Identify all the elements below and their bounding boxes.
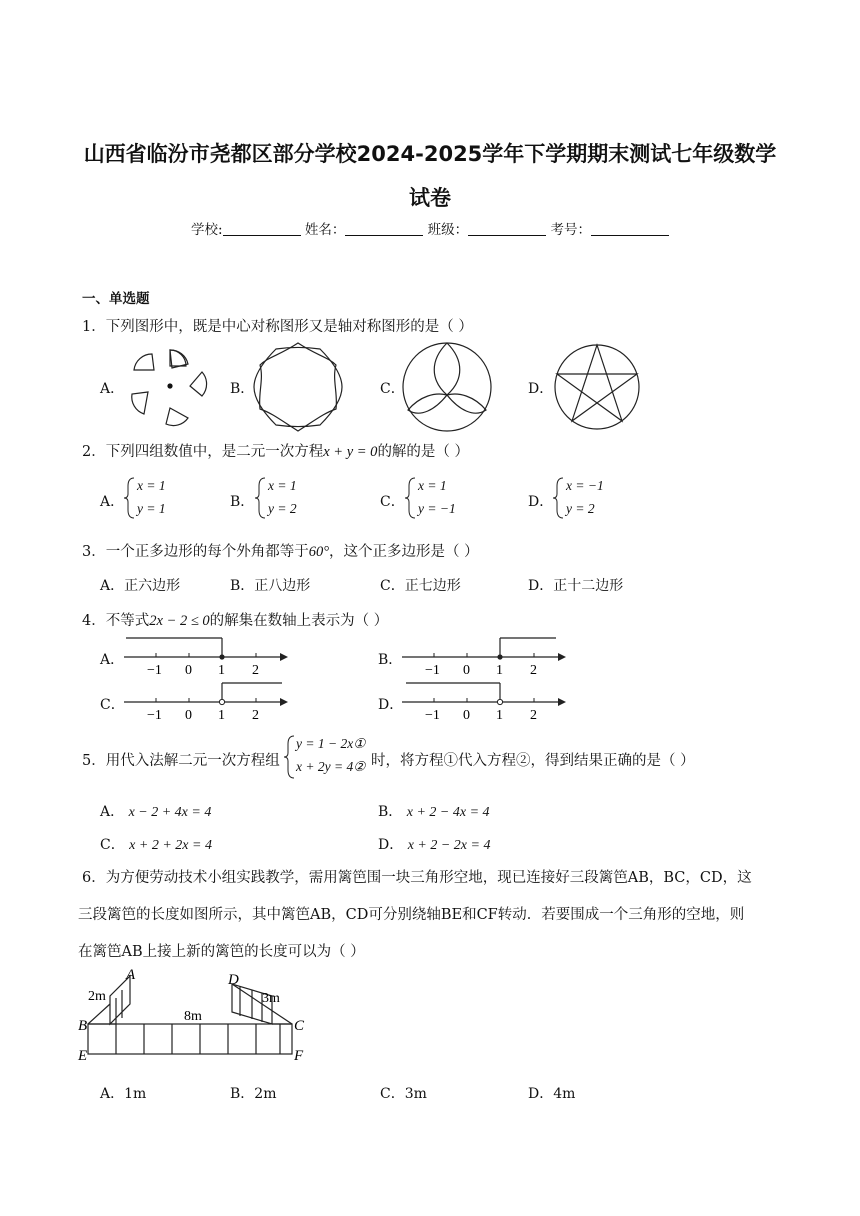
school-label: 学校: <box>191 222 223 238</box>
class-label: 班级： <box>427 222 469 238</box>
q2-c-eq1: x = 1 <box>418 478 447 493</box>
name-label: 姓名： <box>304 222 346 238</box>
q4a-tick-2: 2 <box>252 663 259 678</box>
q5-brace <box>284 734 296 780</box>
exam-no-blank <box>591 221 669 236</box>
q2-a-eq2: y = 1 <box>137 501 166 516</box>
q5-expr-d: x + 2 − 2x = 4 <box>407 838 491 853</box>
q4-label-a: A． <box>100 652 125 668</box>
page-title-line2: 试卷 <box>409 186 451 210</box>
q6-point-e: E <box>78 1048 88 1064</box>
q3-stem <box>82 540 479 561</box>
q4-inequality: 2x − 2 ≤ 0 <box>149 613 210 629</box>
q6-point-d: D <box>228 972 239 988</box>
q1-figure-a-pinwheel <box>124 342 216 432</box>
q6-option-d: D．4m <box>528 1086 576 1102</box>
q3-stem-a: 3．一个正多边形的每个外角都等于 <box>82 544 309 560</box>
page-title-line1: 山西省临汾市尧都区部分学校2024-2025学年下学期期末测试七年级数学 <box>83 142 777 166</box>
q6-option-a: A．1m <box>100 1086 147 1102</box>
q2-d-eq2: y = 2 <box>566 501 595 516</box>
q4-numberline-d <box>398 679 570 723</box>
q6-line2: 三段篱笆的长度如图所示，其中篱笆AB，CD可分别绕轴BE和CF转动．若要围成一个三角形的空地，则 <box>78 907 745 923</box>
q1-stem: 1．下列图形中，既是中心对称图形又是轴对称图形的是（ ） <box>82 319 473 335</box>
name-blank <box>345 221 423 236</box>
q1-figure-d-star-circle <box>552 342 642 432</box>
q2-c-eq2: y = −1 <box>418 501 456 516</box>
q5-stem-b: 时，将方程①代入方程②，得到结果正确的是（ ） <box>371 753 695 769</box>
q5-stem-a: 5．用代入法解二元一次方程组 <box>82 753 280 769</box>
q5-option-d <box>378 834 490 854</box>
q4-numberline-b <box>398 634 570 678</box>
q5-expr-c: x + 2 + 2x = 4 <box>129 838 212 853</box>
q2-brace-a <box>124 476 136 520</box>
q2-stem-a: 2．下列四组数值中，是二元一次方程 <box>82 444 324 460</box>
q2-equation: x + y = 0 <box>323 444 378 460</box>
q4-numberline-a <box>120 634 292 678</box>
q5-option-c <box>100 834 212 854</box>
q4-label-d: D． <box>378 697 404 713</box>
q6-length-cd: 3m <box>262 991 280 1006</box>
q2-label-a: A． <box>100 494 125 510</box>
q6-length-ab: 2m <box>88 989 106 1004</box>
q4b-tick-1: 1 <box>496 663 503 678</box>
q6-point-a: A <box>126 967 136 983</box>
q4-label-c: C． <box>100 697 125 713</box>
q4d-tick-0: 0 <box>463 708 470 723</box>
exam-no-label: 考号： <box>550 222 591 238</box>
q6-line3: 在篱笆AB上接上新的篱笆的长度可以为（ ） <box>78 944 365 960</box>
q2-b-eq1: x = 1 <box>268 478 297 493</box>
q5-label-d: D． <box>378 837 404 853</box>
q4a-tick-0: 0 <box>185 663 192 678</box>
q3-option-d: D．正十二边形 <box>528 578 624 594</box>
section-heading: 一、单选题 <box>82 291 150 307</box>
q2-label-c: C． <box>380 494 405 510</box>
q6-fence-figure <box>76 964 312 1064</box>
q4-stem <box>82 609 388 630</box>
q5-label-c: C． <box>100 837 125 853</box>
q2-label-d: D． <box>528 494 554 510</box>
q4-numberline-c <box>120 679 292 723</box>
q2-label-b: B． <box>230 494 255 510</box>
q2-brace-c <box>405 476 417 520</box>
q4d-tick-neg1: −1 <box>425 708 440 723</box>
q3-option-b: B．正八边形 <box>230 578 311 594</box>
q1-figure-c-circle-arcs <box>400 340 494 434</box>
q4c-tick-0: 0 <box>185 708 192 723</box>
q6-point-b: B <box>78 1018 88 1034</box>
q4d-tick-2: 2 <box>530 708 537 723</box>
q6-length-bc: 8m <box>184 1009 202 1024</box>
q5-label-b: B． <box>378 804 403 820</box>
q2-d-eq1: x = −1 <box>566 478 604 493</box>
school-blank <box>223 221 301 236</box>
q5-expr-b: x + 2 − 4x = 4 <box>406 805 490 820</box>
q4-label-b: B． <box>378 652 403 668</box>
q2-a-eq1: x = 1 <box>137 478 166 493</box>
q4a-tick-1: 1 <box>218 663 225 678</box>
q2-stem <box>82 440 469 461</box>
q1-label-c: C． <box>380 381 405 397</box>
q3-option-c: C．正七边形 <box>380 578 461 594</box>
q4b-tick-0: 0 <box>463 663 470 678</box>
q6-point-c: C <box>294 1018 305 1034</box>
q6-point-f: F <box>294 1048 304 1064</box>
q4c-tick-2: 2 <box>252 708 259 723</box>
q4c-tick-1: 1 <box>218 708 225 723</box>
q6-line1: 6．为方便劳动技术小组实践教学，需用篱笆围一块三角形空地，现已连接好三段篱笆AB，BC，CD，这 <box>82 870 752 886</box>
q5-eq1: y = 1 − 2x① <box>296 736 366 751</box>
q6-option-b: B．2m <box>230 1086 277 1102</box>
q4-stem-b: 的解集在数轴上表示为（ ） <box>209 613 389 629</box>
q5-expr-a: x − 2 + 4x = 4 <box>128 805 212 820</box>
q4-stem-a: 4．不等式 <box>82 613 150 629</box>
q5-eq2: x + 2y = 4② <box>296 759 366 774</box>
student-info <box>0 218 860 238</box>
q1-figure-b-flower <box>248 340 348 434</box>
q2-stem-b: 的解的是（ ） <box>377 444 470 460</box>
q4a-tick-neg1: −1 <box>147 663 162 678</box>
q1-label-a: A． <box>100 381 125 397</box>
q4b-tick-2: 2 <box>530 663 537 678</box>
q4d-tick-1: 1 <box>496 708 503 723</box>
q1-label-d: D． <box>528 381 554 397</box>
q5-option-b <box>378 801 490 821</box>
q6-option-c: C．3m <box>380 1086 427 1102</box>
class-blank <box>468 221 546 236</box>
q5-label-a: A． <box>100 804 125 820</box>
q1-label-b: B． <box>230 381 255 397</box>
q3-angle: 60° <box>308 544 330 560</box>
q3-stem-b: ，这个正多边形是（ ） <box>329 544 479 560</box>
q4b-tick-neg1: −1 <box>425 663 440 678</box>
q4c-tick-neg1: −1 <box>147 708 162 723</box>
q2-brace-d <box>553 476 565 520</box>
q5-option-a <box>100 801 211 821</box>
q2-brace-b <box>255 476 267 520</box>
q2-b-eq2: y = 2 <box>268 501 297 516</box>
q3-option-a: A．正六边形 <box>100 578 181 594</box>
